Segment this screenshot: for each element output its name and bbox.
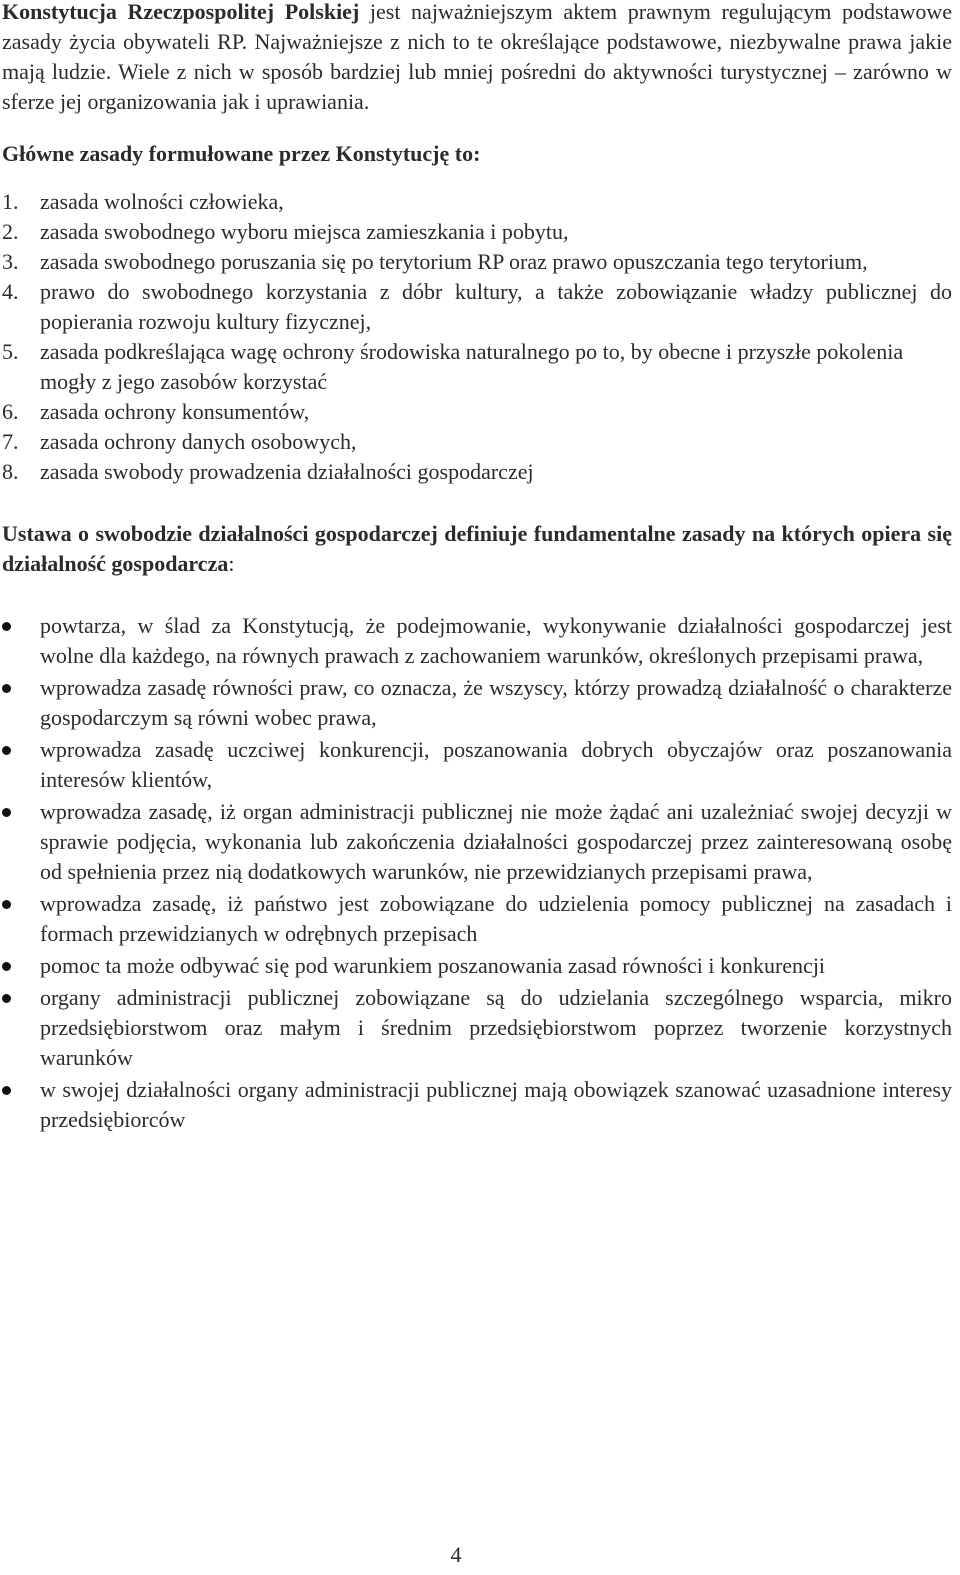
list-item	[2, 427, 952, 457]
list-item	[2, 337, 952, 397]
list-item-number: 1.	[2, 189, 19, 214]
list-item-text: zasada swobodnego poruszania się po terytorium RP oraz prawo opuszczania tego terytorium,	[40, 249, 868, 274]
list-item-text: zasada swobody prowadzenia działalności gospodarczej	[40, 459, 534, 484]
bullet-text: wprowadza zasadę równości praw, co oznacza, że wszyscy, którzy prowadzą działalność o charakterze gospodarczym są równi wobec prawa,	[40, 675, 952, 730]
intro-text: jest najważniejszym aktem prawnym regulującym podstawowe zasady życia obywateli RP. Najważniejsze z nich to te określające podstawowe, niezbywalne prawa jakie mają ludzie. Wiele z nich w sposób bardziej lub mniej pośredni do aktywności turystycznej – zarówno w sferze jej organizowania jak i uprawiania.	[2, 0, 952, 114]
page-number: 4	[450, 1542, 462, 1567]
list-item-text: zasada ochrony konsumentów,	[40, 399, 310, 424]
bullet-icon	[2, 684, 11, 693]
list-item	[2, 217, 952, 247]
intro-lead-bold: Konstytucja Rzeczpospolitej Polskiej	[2, 0, 360, 24]
bullet-icon	[2, 1086, 11, 1095]
bullet-text: pomoc ta może odbywać się pod warunkiem poszanowania zasad równości i konkurencji	[40, 953, 826, 978]
bullet-icon	[2, 808, 11, 817]
ustawa-heading-bold: Ustawa o swobodzie działalności gospodarczej definiuje fundamentalne zasady na których opiera się działalność gospodarcza	[2, 521, 952, 576]
bullet-icon	[2, 962, 11, 971]
list-item	[2, 457, 952, 487]
bullet-item	[2, 951, 952, 981]
bullet-icon	[2, 994, 11, 1003]
list-item-text: zasada wolności człowieka,	[40, 189, 284, 214]
bullet-text: wprowadza zasadę uczciwej konkurencji, poszanowania dobrych obyczajów oraz poszanowania interesów klientów,	[40, 737, 952, 792]
list-item-text: prawo do swobodnego korzystania z dóbr kultury, a także zobowiązanie władzy publicznej do popierania rozwoju kultury fizycznej,	[40, 279, 952, 334]
list-item	[2, 277, 952, 337]
bullet-item	[2, 797, 952, 887]
bullet-item	[2, 735, 952, 795]
bullet-icon	[2, 622, 11, 631]
bullet-item	[2, 611, 952, 671]
bullet-icon	[2, 746, 11, 755]
list-item	[2, 247, 952, 277]
bullet-item	[2, 1075, 952, 1135]
bullet-item	[2, 983, 952, 1073]
principles-list	[2, 187, 952, 487]
bullet-icon	[2, 900, 11, 909]
document-page	[2, 0, 952, 1137]
bullet-item	[2, 673, 952, 733]
list-item-text: zasada podkreślająca wagę ochrony środowiska naturalnego po to, by obecne i przyszłe pokolenia mogły z jego zasobów korzystać	[40, 339, 904, 394]
list-item-number: 5.	[2, 339, 19, 364]
bullet-text: w swojej działalności organy administracji publicznej mają obowiązek szanować uzasadnione interesy przedsiębiorców	[40, 1077, 952, 1132]
list-item-number: 2.	[2, 219, 19, 244]
bullet-text: wprowadza zasadę, iż organ administracji publicznej nie może żądać ani uzależniać swojej decyzji w sprawie podjęcia, wykonania lub zakończenia działalności gospodarczej przez zainteresowaną osobę od spełnienia przez nią dodatkowych warunków, nie przewidzianych przepisami prawa,	[40, 799, 952, 884]
list-item	[2, 397, 952, 427]
bullet-text: organy administracji publicznej zobowiązane są do udzielania szczególnego wsparcia, mikro przedsiębiorstwom oraz małym i średnim przedsiębiorstwom poprzez tworzenie korzystnych warunków	[40, 985, 952, 1070]
list-item-number: 6.	[2, 399, 19, 424]
list-item-number: 8.	[2, 459, 19, 484]
bullet-item	[2, 889, 952, 949]
list-item-number: 4.	[2, 279, 19, 304]
ustawa-heading-colon: :	[228, 551, 235, 576]
bullet-text: powtarza, w ślad za Konstytucją, że podejmowanie, wykonywanie działalności gospodarczej jest wolne dla każdego, na równych prawach z zachowaniem warunków, określonych przepisami prawa,	[40, 613, 952, 668]
list-item-number: 7.	[2, 429, 19, 454]
intro-paragraph	[2, 0, 952, 117]
ustawa-heading	[2, 519, 952, 579]
list-item-text: zasada ochrony danych osobowych,	[40, 429, 357, 454]
list-item-text: zasada swobodnego wyboru miejsca zamieszkania i pobytu,	[40, 219, 569, 244]
list-item-number: 3.	[2, 249, 19, 274]
principles-title: Główne zasady formułowane przez Konstytucję to:	[2, 141, 481, 166]
list-item	[2, 187, 952, 217]
ustawa-principles-list	[2, 611, 952, 1135]
bullet-text: wprowadza zasadę, iż państwo jest zobowiązane do udzielenia pomocy publicznej na zasadach i formach przewidzianych w odrębnych przepisach	[40, 891, 952, 946]
